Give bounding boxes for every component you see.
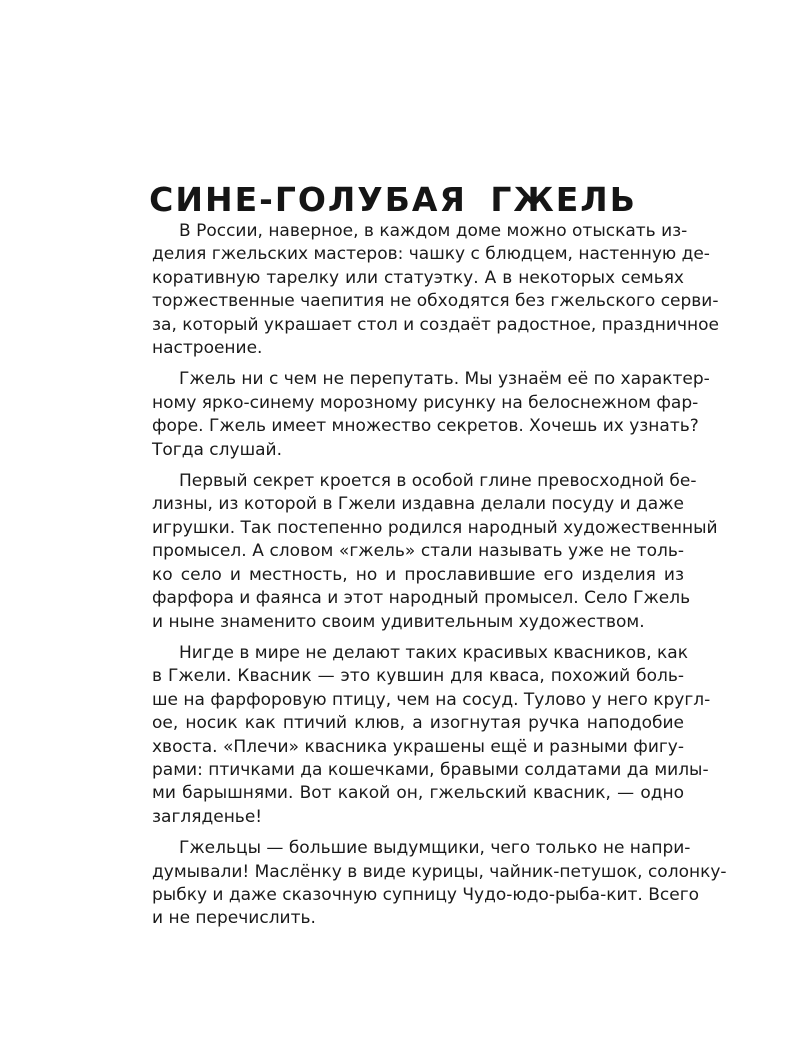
text-line: за, который украшает стол и создаёт радостное, праздничное [152, 314, 719, 335]
text-line: коративную тарелку или статуэтку. А в некоторых семьях [152, 267, 684, 288]
paragraph-5 [125, 837, 727, 931]
text-line: ше на фарфоровую птицу, чем на сосуд. Тулово у него кругл- [152, 689, 711, 710]
text-line: торжественные чаепития не обходятся без гжельского серви- [152, 291, 719, 312]
text-line: ному ярко-синему морозному рисунку на белоснежном фар- [152, 392, 699, 413]
page-title: СИНЕ-ГОЛУБАЯ ГЖЕЛЬ [149, 180, 637, 220]
text-line: ко село и местность, но и прославившие его изделия из [152, 564, 684, 585]
text-line: настроение. [152, 338, 263, 359]
text-line: рами: птичками да кошечками, бравыми солдатами да милы- [152, 759, 709, 780]
paragraph-2 [125, 368, 710, 462]
text-line: в Гжели. Квасник — это кувшин для кваса, похожий боль- [152, 666, 684, 687]
text-line: промысел. А словом «гжель» стали называть уже не толь- [152, 541, 684, 562]
text-line: и не перечислить. [152, 908, 316, 929]
paragraph-3 [125, 470, 718, 634]
text-line: ми барышнями. Вот какой он, гжельский квасник, — одно [152, 783, 684, 804]
text-line: В России, наверное, в каждом доме можно отыскать из- [179, 221, 688, 241]
text-line: Нигде в мире не делают таких красивых квасников, как [179, 642, 688, 663]
text-line: ое, носик как птичий клюв, а изогнутая ручка наподобие [152, 713, 684, 734]
text-line: рыбку и даже сказочную супницу Чудо-юдо-рыба-кит. Всего [152, 884, 700, 905]
text-line: лизны, из которой в Гжели издавна делали посуду и даже [152, 494, 684, 515]
text-line: форе. Гжель имеет множество секретов. Хочешь их узнать? [152, 416, 699, 437]
paragraph-1 [125, 220, 719, 360]
text-line: фарфора и фаянса и этот народный промысел. Село Гжель [152, 588, 691, 609]
article-body [125, 220, 727, 939]
paragraph-4 [125, 642, 711, 829]
text-line: Первый секрет кроется в особой глине превосходной бе- [179, 471, 697, 492]
text-line: Гжель ни с чем не перепутать. Мы узнаём её по характер- [179, 369, 710, 390]
text-line: загляденье! [152, 806, 263, 827]
text-line: Гжельцы — большие выдумщики, чего только не напри- [179, 838, 691, 859]
text-line: игрушки. Так постепенно родился народный художественный [152, 517, 718, 538]
text-line: Тогда слушай. [152, 439, 282, 460]
text-line: хвоста. «Плечи» квасника украшены ещё и разными фигу- [152, 736, 684, 757]
text-line: думывали! Маслёнку в виде курицы, чайник-петушок, солонку- [152, 861, 727, 882]
text-line: и ныне знаменито своим удивительным художеством. [152, 611, 645, 632]
text-line: делия гжельских мастеров: чашку с блюдцем, настенную де- [152, 244, 710, 265]
